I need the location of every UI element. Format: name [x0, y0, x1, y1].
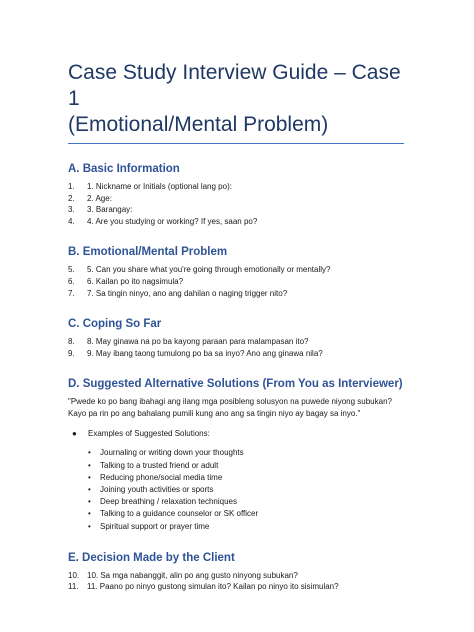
list-item	[68, 288, 404, 300]
item-number: 5.	[68, 265, 75, 275]
bullet-icon: •	[88, 484, 91, 494]
item-text: 1. Nickname or Initials (optional lang po):	[87, 182, 232, 191]
item-number: 3.	[68, 205, 75, 215]
examples-list	[68, 447, 404, 532]
list-item	[68, 348, 404, 360]
title-line-2: (Emotional/Mental Problem)	[68, 113, 329, 136]
section-heading: D. Suggested Alternative Solutions (From You as Interviewer)	[68, 378, 403, 391]
list-item	[68, 181, 404, 193]
list-item	[68, 264, 404, 276]
list-item	[88, 472, 404, 484]
item-text: 6. Kailan po ito nagsimula?	[87, 276, 184, 286]
item-text: 10. Sa mga nabanggit, alin po ang gusto ninyong subukan?	[87, 570, 298, 580]
bullet-icon: •	[88, 472, 91, 482]
item-text: 5. Can you share what you're going through emotionally or mentally?	[87, 265, 331, 275]
question-list	[68, 264, 404, 299]
section-heading: A. Basic Information	[68, 163, 180, 175]
bullet-icon: •	[88, 521, 91, 531]
section-emotional-mental-problem	[68, 245, 404, 299]
item-text: 3. Barangay:	[87, 205, 133, 215]
item-number: 6.	[68, 276, 75, 286]
interviewer-quote: "Pwede ko po bang ibahagi ang ilang mga posibleng solusyon na puwede niyong subukan? Kayo pa rin po ang bahalang pumili kung ano ang sa tingin niyo ay bagay sa inyo."	[68, 397, 392, 419]
bullet-icon: •	[88, 497, 91, 507]
list-item	[88, 447, 404, 459]
list-item	[68, 193, 404, 205]
section-basic-information	[68, 162, 404, 227]
list-item	[68, 336, 404, 348]
item-number: 7.	[68, 288, 75, 298]
item-text: 8. May ginawa na po ba kayong paraan para malampasan ito?	[87, 337, 309, 347]
bullet-icon: •	[88, 509, 91, 519]
item-number: 8.	[68, 337, 75, 347]
list-item	[68, 204, 404, 216]
section-coping-so-far	[68, 317, 404, 359]
item-text: Journaling or writing down your thoughts	[100, 448, 244, 458]
list-item	[68, 276, 404, 288]
document-title	[68, 60, 404, 138]
item-text: 7. Sa tingin ninyo, ano ang dahilan o naging trigger nito?	[87, 288, 288, 298]
item-text: Joining youth activities or sports	[100, 484, 214, 494]
item-number: 1.	[68, 182, 75, 191]
list-item	[88, 496, 404, 508]
list-item	[68, 570, 404, 582]
bullet-icon: ●	[72, 429, 77, 439]
item-number: 10.	[68, 570, 80, 580]
item-text: 11. Paano po ninyo gustong simulan ito? Kailan po ninyo ito sisimulan?	[87, 582, 339, 592]
section-heading: B. Emotional/Mental Problem	[68, 246, 228, 259]
section-heading: C. Coping So Far	[68, 318, 162, 331]
bullet-icon: •	[88, 460, 91, 470]
item-text: Deep breathing / relaxation techniques	[100, 497, 237, 507]
bullet-text: Examples of Suggested Solutions:	[88, 429, 210, 439]
item-number: 4.	[68, 216, 75, 226]
section-suggested-solutions	[68, 377, 404, 532]
question-list	[68, 336, 404, 359]
list-item	[88, 521, 404, 533]
item-number: 11.	[68, 582, 79, 592]
examples-bullet	[68, 428, 404, 440]
list-item	[88, 508, 404, 520]
question-list	[68, 570, 404, 593]
title-underline	[68, 143, 404, 144]
item-text: 9. May ibang taong tumulong po ba sa inyo? Ano ang ginawa nila?	[87, 348, 323, 358]
title-line-1: Case Study Interview Guide – Case 1	[68, 61, 401, 110]
item-text: Talking to a trusted friend or adult	[100, 460, 219, 470]
item-number: 9.	[68, 348, 75, 358]
item-text: Reducing phone/social media time	[100, 472, 223, 482]
item-text: 4. Are you studying or working? If yes, saan po?	[87, 216, 258, 226]
list-item	[88, 484, 404, 496]
item-text: 2. Age:	[87, 193, 112, 203]
item-number: 2.	[68, 193, 75, 203]
question-list	[68, 181, 404, 227]
list-item	[68, 216, 404, 228]
section-heading: E. Decision Made by the Client	[68, 551, 235, 564]
item-text: Talking to a guidance counselor or SK officer	[100, 509, 259, 519]
list-item	[68, 581, 404, 593]
section-decision-made	[68, 551, 404, 593]
list-item	[88, 460, 404, 472]
bullet-icon: •	[88, 448, 91, 458]
item-text: Spiritual support or prayer time	[100, 521, 210, 531]
